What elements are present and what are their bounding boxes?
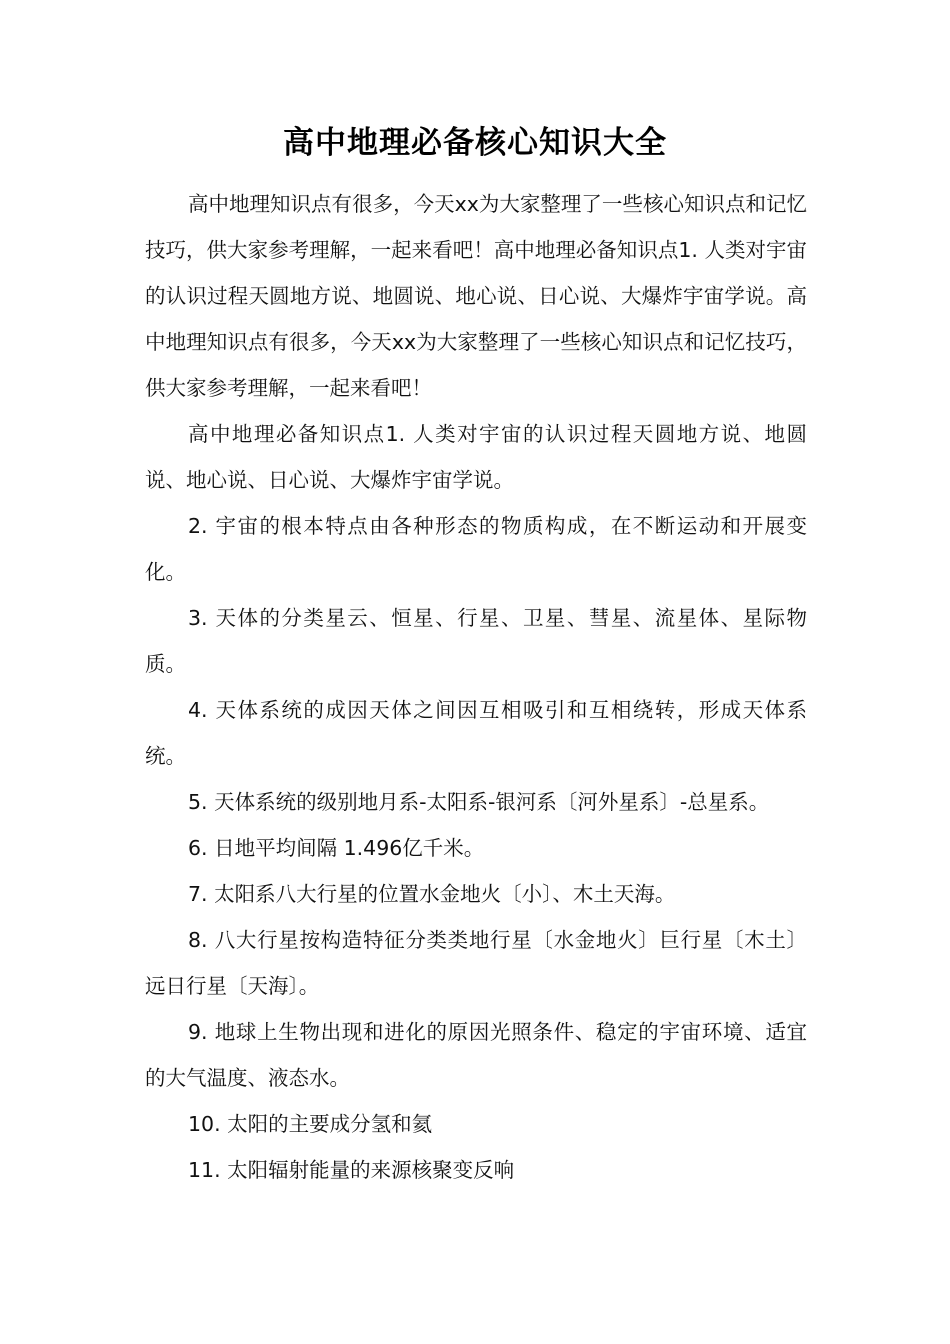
paragraph-point-6: 6. 日地平均间隔 1.496亿千米。 xyxy=(188,836,485,860)
paragraph-point-9: 9. 地球上生物出现和进化的原因光照条件、稳定的宇宙环境、适宜的大气温度、液态水。 xyxy=(145,1020,807,1090)
document-body xyxy=(145,181,807,1193)
paragraph-point-5: 5. 天体系统的级别地月系-太阳系-银河系〔河外星系〕-总星系。 xyxy=(188,790,770,814)
paragraph-point-10: 10. 太阳的主要成分氢和氦 xyxy=(188,1112,433,1136)
paragraph-point-8: 8. 八大行星按构造特征分类类地行星〔水金地火〕巨行星〔木土〕远日行星〔天海〕。 xyxy=(145,928,807,998)
paragraph-point-2: 2. 宇宙的根本特点由各种形态的物质构成，在不断运动和开展变化。 xyxy=(145,514,807,584)
paragraph-point-7: 7. 太阳系八大行星的位置水金地火〔小〕、木土天海。 xyxy=(188,882,676,906)
paragraph-point-11: 11. 太阳辐射能量的来源核聚变反响 xyxy=(188,1158,515,1182)
paragraph-point-1: 高中地理必备知识点1. 人类对宇宙的认识过程天圆地方说、地圆说、地心说、日心说、大爆炸宇宙学说。 xyxy=(145,422,807,492)
paragraph-point-4: 4. 天体系统的成因天体之间因互相吸引和互相绕转，形成天体系统。 xyxy=(145,698,807,768)
document-title: 高中地理必备核心知识大全 xyxy=(283,125,667,161)
intro-paragraph: 高中地理知识点有很多，今天xx为大家整理了一些核心知识点和记忆技巧，供大家参考理解，一起来看吧！高中地理必备知识点1. 人类对宇宙的认识过程天圆地方说、地圆说、地心说、日心说、大爆炸宇宙学说。高中地理知识点有很多，今天xx为大家整理了一些核心知识点和记忆技巧，供大家参考理解，一起来看吧！ xyxy=(145,192,807,400)
paragraph-point-3: 3. 天体的分类星云、恒星、行星、卫星、彗星、流星体、星际物质。 xyxy=(145,606,807,676)
